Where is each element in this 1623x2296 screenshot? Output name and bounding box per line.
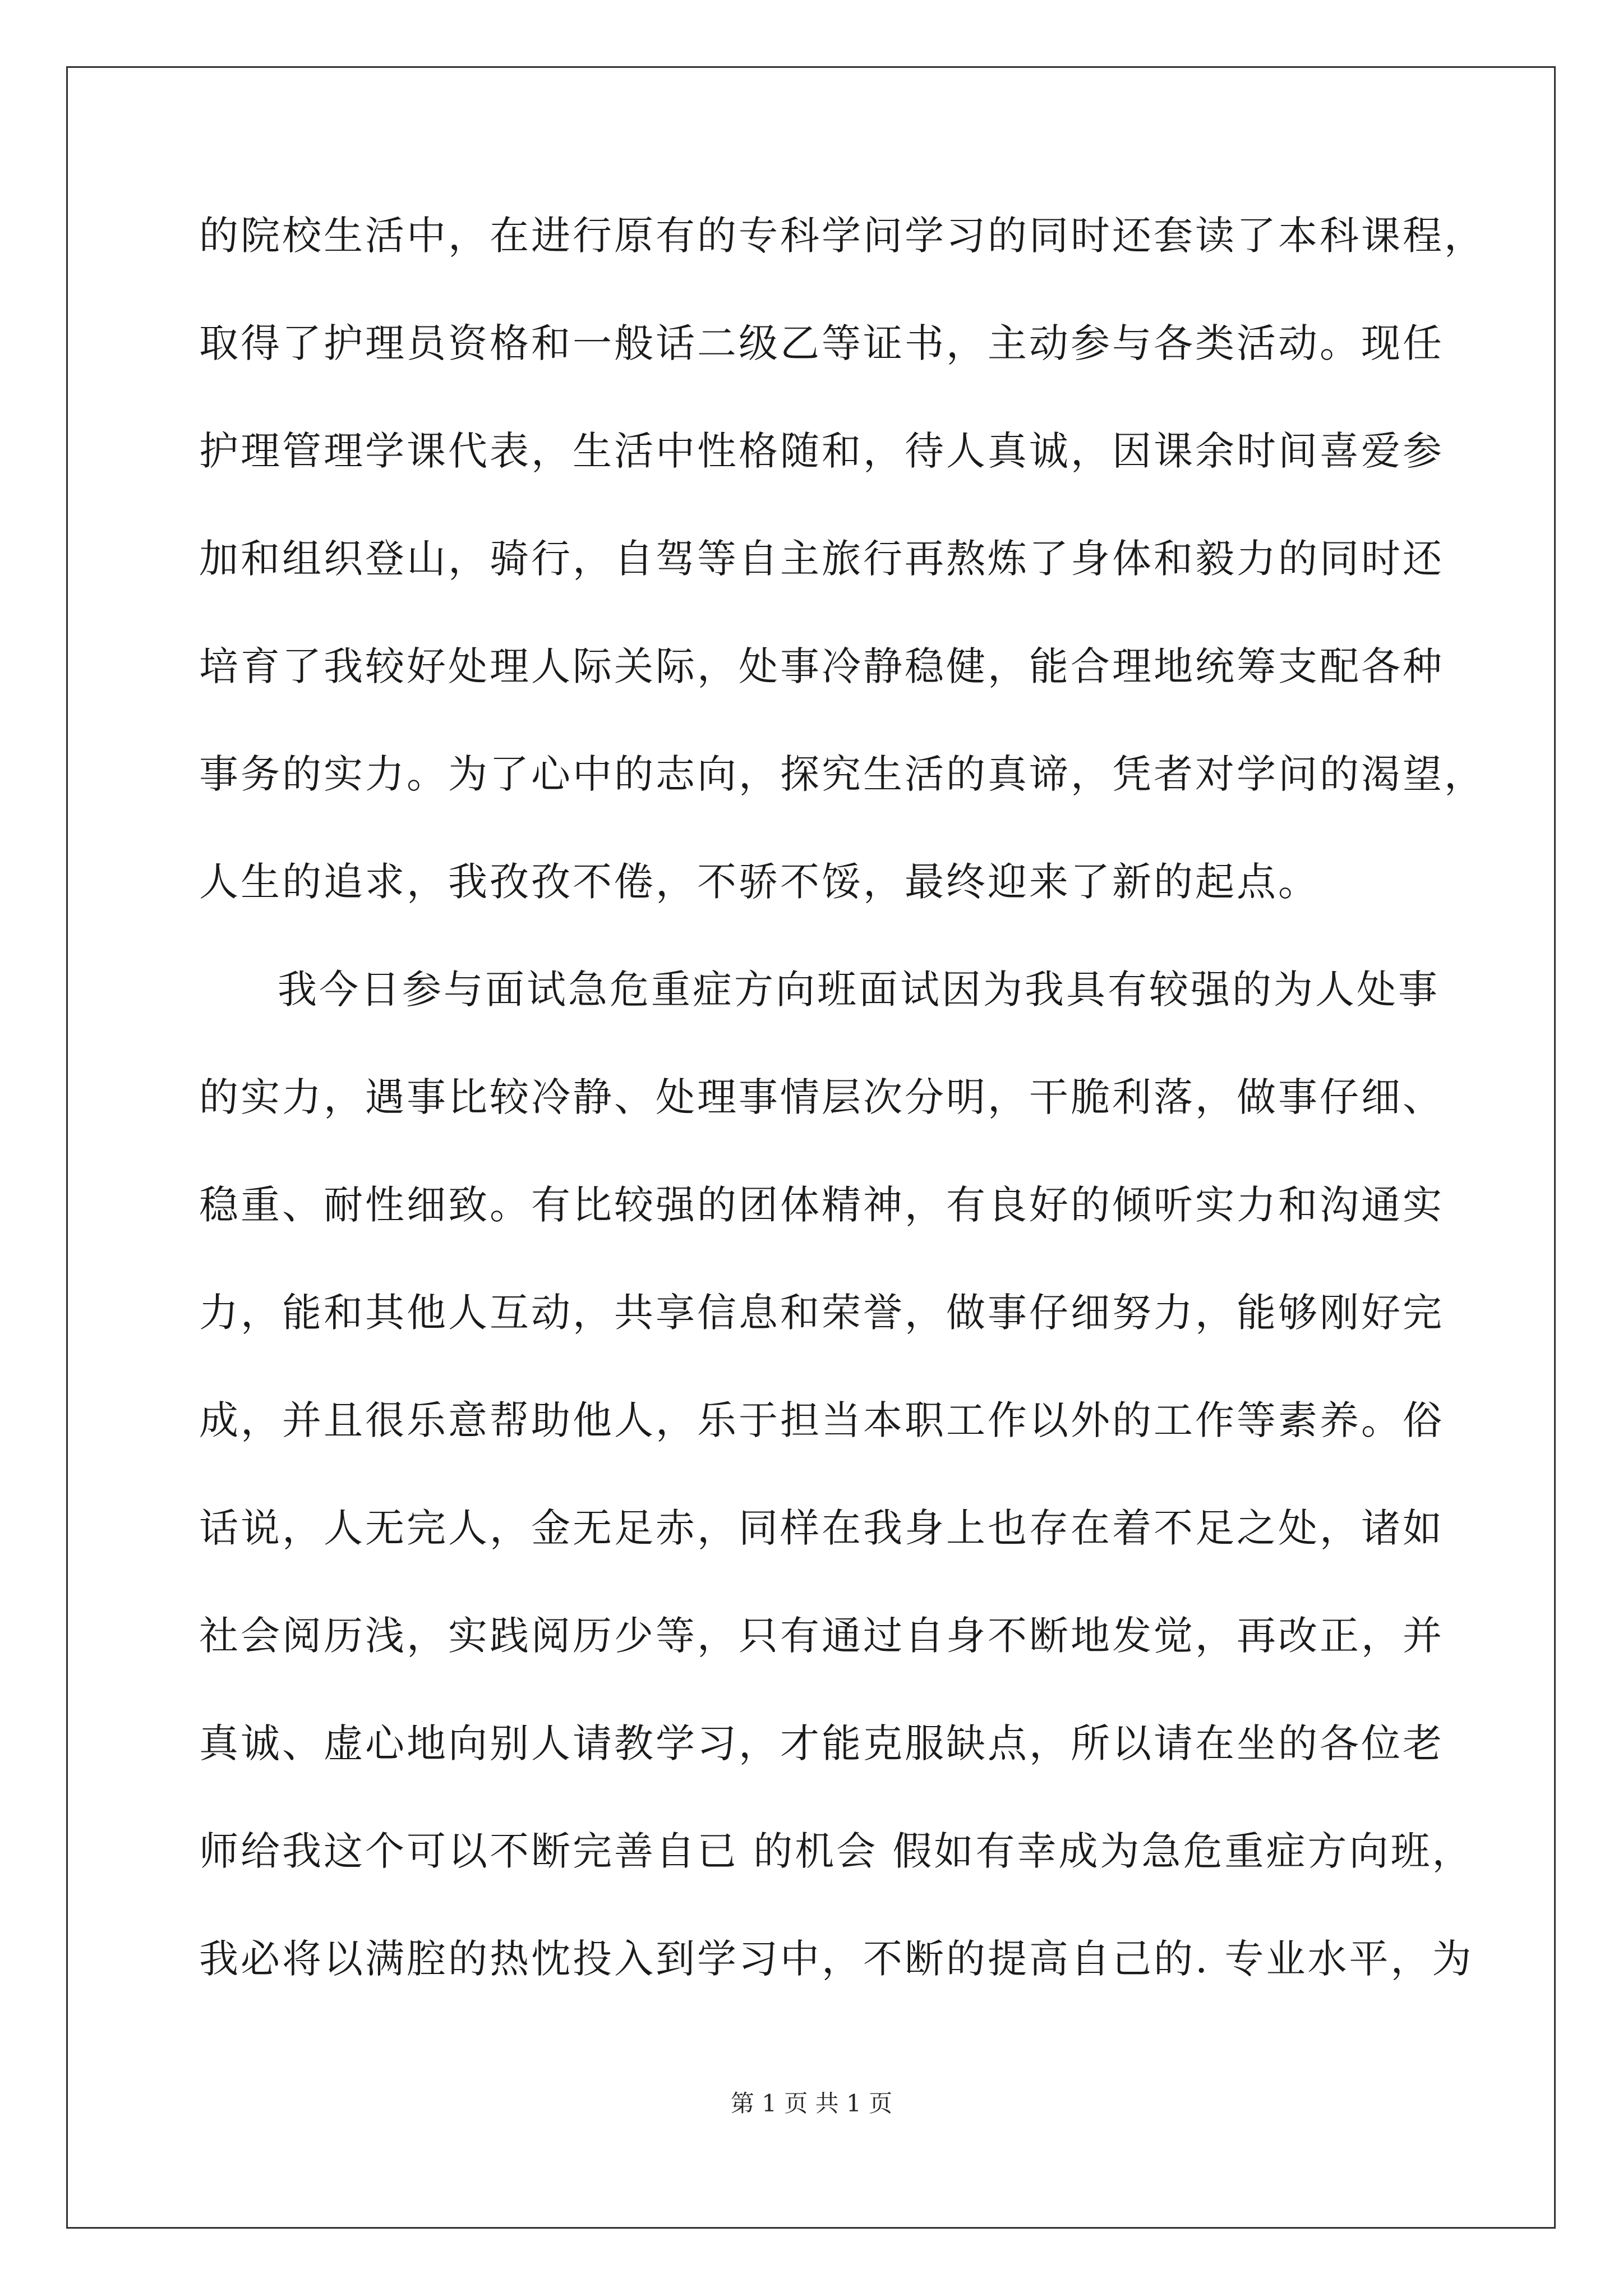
text-line: 事务的实力。为了心中的志向，探究生活的真谛，凭者对学问的渴望， [199, 751, 1486, 797]
text-line: 话说，人无完人，金无足赤，同样在我身上也存在着不足之处，诸如 [199, 1505, 1444, 1551]
text-line: 培育了我较好处理人际关际，处事冷静稳健，能合理地统筹支配各种 [199, 643, 1444, 689]
text-line: 的院校生活中，在进行原有的专科学问学习的同时还套读了本科课程， [199, 213, 1486, 259]
text-line: 力，能和其他人互动，共享信息和荣誉，做事仔细努力，能够刚好完 [199, 1290, 1444, 1336]
text-line: 师给我这个可以不断完善自已 的机会 假如有幸成为急危重症方向班， [199, 1828, 1474, 1874]
text-line: 我今日参与面试急危重症方向班面试因为我具有较强的为人处事 [278, 967, 1440, 1013]
text-line: 护理管理学课代表，生活中性格随和，待人真诚，因课余时间喜爱参 [199, 428, 1444, 474]
page-number: 第 1 页 共 1 页 [730, 2090, 893, 2117]
text-line: 真诚、虚心地向别人请教学习，才能克服缺点，所以请在坐的各位老 [199, 1720, 1444, 1766]
text-line: 的实力，遇事比较冷静、处理事情层次分明，干脆利落，做事仔细、 [199, 1074, 1444, 1120]
text-line: 我必将以满腔的热忱投入到学习中，不断的提高自己的. 专业水平，为 [199, 1936, 1474, 1982]
text-line: 人生的追求，我孜孜不倦，不骄不馁，最终迎来了新的起点。 [199, 859, 1320, 905]
text-line: 成，并且很乐意帮助他人，乐于担当本职工作以外的工作等素养。俗 [199, 1397, 1444, 1443]
text-line: 社会阅历浅，实践阅历少等，只有通过自身不断地发觉，再改正，并 [199, 1613, 1444, 1659]
text-line: 稳重、耐性细致。有比较强的团体精神，有良好的倾听实力和沟通实 [199, 1182, 1444, 1228]
text-line: 加和组织登山，骑行，自驾等自主旅行再熬炼了身体和毅力的同时还 [199, 536, 1444, 582]
text-line: 取得了护理员资格和一般话二级乙等证书，主动参与各类活动。现任 [199, 320, 1444, 366]
page-border [66, 66, 1556, 2229]
